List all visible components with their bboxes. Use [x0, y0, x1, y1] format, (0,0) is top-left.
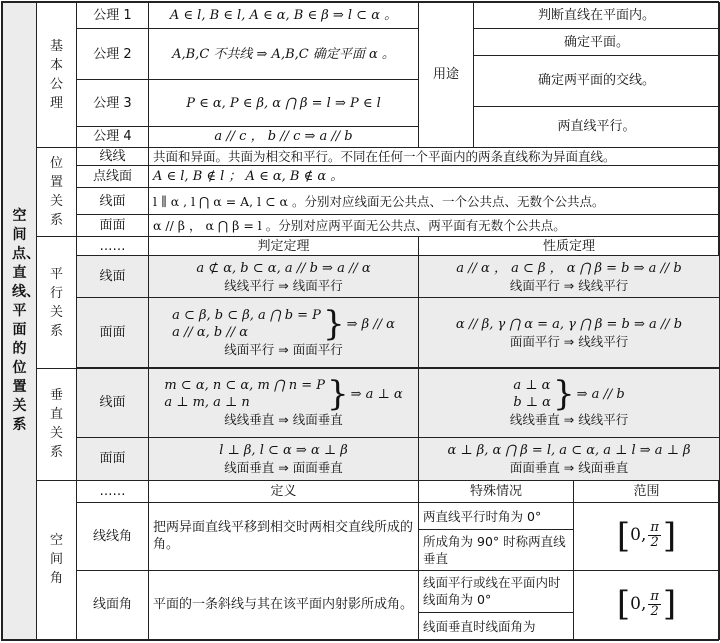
perpendicular-plane-plane-judge-formula: l ⊥ β, l ⊂ α ⇒ α ⊥ β	[219, 442, 348, 458]
perpendicular-line-plane-prop-system	[513, 374, 625, 415]
axiom-1-use: 判断直线在平面内。	[474, 3, 720, 29]
perpendicular-line-plane-judge-result: ⇒ a ⊥ α	[350, 386, 403, 402]
relations-table	[1, 1, 719, 641]
parallel-line-plane-prop	[419, 255, 720, 298]
axiom-3-content: P ∈ α, P ∈ β, α ⋂ β = l ⇒ P ∈ l	[149, 80, 419, 127]
perpendicular-line-plane-judge-line2: a ⊥ m, a ⊥ n	[164, 395, 250, 411]
angle-line-line-name: 线线角	[77, 503, 149, 570]
parallel-plane-plane-name: 面面	[77, 298, 149, 367]
perpendicular-plane-plane-judge-caption: 线面垂直 ⇒ 面面垂直	[224, 459, 343, 475]
parallel-line-plane-prop-caption: 线面平行 ⇒ 线线平行	[509, 277, 629, 293]
angle-line-plane-special-1: 线面平行或线在平面内时线面角为 0°	[419, 570, 574, 613]
angles-label: 空间角	[37, 480, 77, 639]
left-bracket-icon: [	[616, 515, 631, 556]
parallel-plane-plane-prop-formula: α // β, γ ⋂ α = a, γ ⋂ β = b ⇒ a // b	[455, 316, 683, 332]
parallel-plane-plane-judge-line1: a ⊂ β, b ⊂ β, a ⋂ b = P	[172, 308, 321, 324]
angles-header-special: 特殊情况	[419, 480, 574, 502]
parallel-plane-plane-judge-line2: a // α, b // α	[172, 325, 249, 341]
perpendicular-plane-plane-prop	[419, 438, 720, 481]
angle-line-line-definition: 把两异面直线平移到相交时两相交直线所成的角。	[149, 503, 419, 570]
range-fraction	[648, 590, 661, 619]
perpendicular-line-plane-prop-line2: b ⊥ α	[513, 395, 551, 411]
range-fraction	[648, 521, 661, 550]
parallel-header-prop: 性质定理	[419, 237, 720, 255]
parallel-label: 平行关系	[37, 237, 77, 368]
range-numerator: π	[650, 520, 659, 536]
perpendicular-plane-plane-prop-formula: α ⊥ β, α ⋂ β = l, a ⊂ α, a ⊥ l ⇒ a ⊥ β	[447, 442, 691, 458]
range-zero: 0,	[630, 525, 647, 546]
angle-line-plane-name: 线面角	[77, 570, 149, 639]
range-denominator: 2	[650, 535, 659, 551]
perpendicular-plane-plane-judge	[149, 438, 419, 481]
parallel-header-dots: ……	[77, 237, 149, 255]
axiom-4-use: 两直线平行。	[474, 106, 720, 147]
perpendicular-plane-plane-name: 面面	[77, 438, 149, 481]
right-brace-icon: }	[552, 374, 575, 415]
parallel-line-plane-name: 线面	[77, 255, 149, 298]
parallel-plane-plane-judge	[149, 298, 419, 367]
position-line-line-name: 线线	[77, 147, 149, 165]
perpendicular-line-plane-judge-line1: m ⊂ α, n ⊂ α, m ⋂ n = P	[164, 378, 325, 394]
perpendicular-line-plane-prop-result: ⇒ a // b	[576, 386, 625, 402]
angles-header-dots: ……	[77, 480, 149, 502]
perpendicular-plane-plane-prop-caption: 面面垂直 ⇒ 线面垂直	[509, 459, 629, 475]
parallel-plane-plane-prop-caption: 面面平行 ⇒ 线线平行	[509, 333, 629, 349]
right-brace-icon: }	[322, 304, 345, 345]
position-point-line-plane-name: 点线面	[77, 166, 149, 188]
axiom-2-name: 公理 2	[77, 29, 149, 80]
parallel-plane-plane-judge-caption: 线面平行 ⇒ 面面平行	[224, 342, 343, 358]
perpendicular-line-plane-prop-line1: a ⊥ α	[513, 378, 551, 394]
parallel-plane-plane-judge-system	[172, 304, 395, 345]
right-brace-icon: }	[326, 374, 349, 415]
position-line-line-content: 共面和异面。共面为相交和平行。不同在任何一个平面内的两条直线称为异面直线。	[149, 147, 720, 165]
range-denominator: 2	[650, 603, 659, 619]
right-bracket-icon: ]	[662, 584, 677, 625]
axiom-3-use: 确定两平面的交线。	[474, 55, 720, 106]
angle-line-plane-range	[574, 570, 720, 639]
axiom-1-name: 公理 1	[77, 3, 149, 29]
perpendicular-line-plane-prop-caption: 线线垂直 ⇒ 线线平行	[509, 412, 629, 428]
position-plane-plane-content: α // β ， α ⋂ β = l 。分别对应两平面无公共点、两平面有无数个公共点。	[149, 214, 720, 236]
perpendicular-line-plane-prop	[419, 368, 720, 437]
perpendicular-label: 垂直关系	[37, 368, 77, 480]
axiom-3-name: 公理 3	[77, 80, 149, 127]
angles-header-range: 范围	[574, 480, 720, 502]
position-label: 位置关系	[37, 147, 77, 237]
angle-line-line-special-2: 所成角为 90° 时称两直线垂直	[419, 529, 574, 570]
perpendicular-line-plane-judge	[149, 368, 419, 437]
parallel-line-plane-judge-formula: a ⊄ α, b ⊂ α, a // b ⇒ a // α	[196, 260, 371, 276]
parallel-header-judge: 判定定理	[149, 237, 419, 255]
perpendicular-line-plane-judge-caption: 线线垂直 ⇒ 线面垂直	[224, 412, 343, 428]
parallel-plane-plane-prop	[419, 298, 720, 367]
parallel-plane-plane-judge-result: ⇒ β // α	[346, 316, 395, 332]
perpendicular-line-plane-judge-system	[164, 374, 403, 415]
parallel-line-plane-judge	[149, 255, 419, 298]
left-bracket-icon: [	[616, 584, 631, 625]
axiom-1-content: A ∈ l, B ∈ l, A ∈ α, B ∈ β ⇒ l ⊂ α 。	[149, 3, 419, 29]
angle-line-line-special-1: 两直线平行时角为 0°	[419, 503, 574, 529]
position-plane-plane-name: 面面	[77, 214, 149, 236]
parallel-line-plane-prop-formula: a // α ， a ⊂ β ， α ⋂ β = b ⇒ a // b	[456, 260, 682, 276]
axiom-4-name: 公理 4	[77, 127, 149, 147]
angle-line-line-range	[574, 503, 720, 570]
angle-line-plane-special-2: 线面垂直时线面角为	[419, 613, 574, 640]
axiom-4-content: a // c ， b // c ⇒ a // b	[149, 127, 419, 147]
summary-table	[2, 2, 720, 640]
angles-header-definition: 定义	[149, 480, 419, 502]
position-line-plane-content: l ∥ α , l ⋂ α = A, l ⊂ α 。分别对应线面无公共点、一个公共点、无数个公共点。	[149, 188, 720, 214]
section-title-vertical: 空间点、直线、平面的位置关系	[3, 3, 37, 640]
use-label: 用途	[419, 3, 474, 148]
right-bracket-icon: ]	[662, 515, 677, 556]
position-point-line-plane-content: A ∈ l, B ∉ l ； A ∈ α, B ∉ α 。	[149, 166, 720, 188]
axiom-2-use: 确定平面。	[474, 29, 720, 55]
axioms-label: 基本公理	[37, 3, 77, 148]
angle-line-plane-definition: 平面的一条斜线与其在该平面内射影所成角。	[149, 570, 419, 639]
position-line-plane-name: 线面	[77, 188, 149, 214]
range-numerator: π	[650, 588, 659, 604]
parallel-line-plane-judge-caption: 线线平行 ⇒ 线面平行	[224, 277, 343, 293]
range-zero: 0,	[630, 593, 647, 614]
axiom-2-content: A,B,C 不共线 ⇒ A,B,C 确定平面 α 。	[149, 29, 419, 80]
perpendicular-line-plane-name: 线面	[77, 368, 149, 437]
